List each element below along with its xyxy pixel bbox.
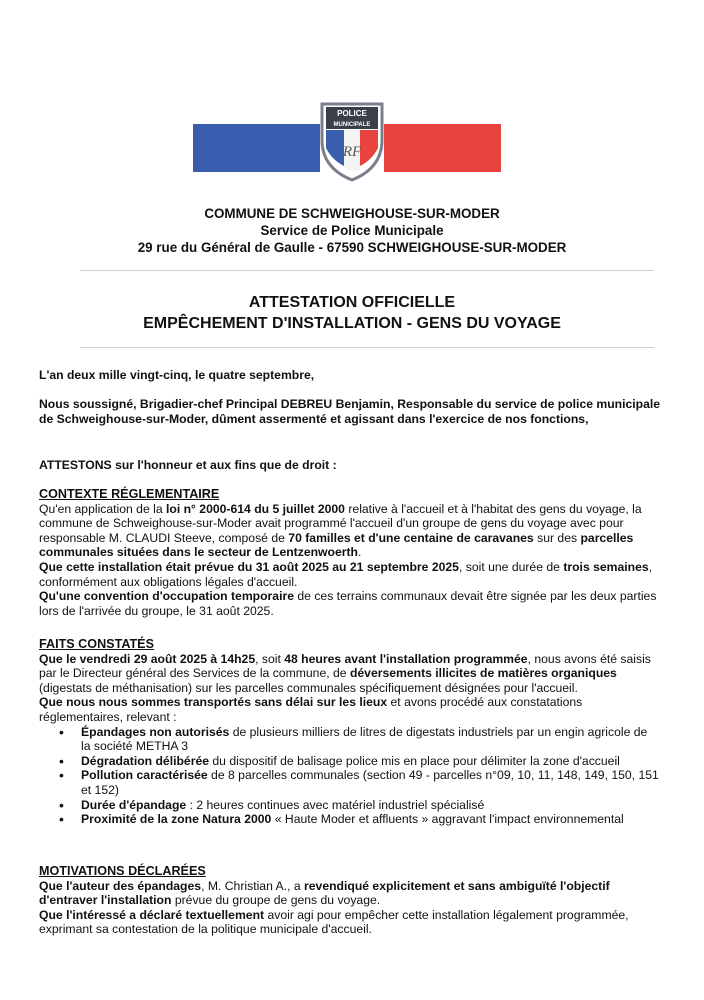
service-address: 29 rue du Général de Gaulle - 67590 SCHWEIGHOUSE-SUR-MODER xyxy=(137,240,567,255)
motivations-paragraph-2: Que l'intéressé a déclaré textuellement avoir agi pour empêcher cette installation légalement programmée, exprimant sa contestation de la politique municipale d'accueil. xyxy=(39,907,629,937)
motivations-heading: MOTIVATIONS DÉCLARÉES xyxy=(39,864,206,878)
faits-paragraph-2: Que nous nous sommes transportés sans délai sur les lieux et avons procédé aux constatations réglementaires, relevant : xyxy=(39,695,583,724)
title-line1: ATTESTATION OFFICIELLE xyxy=(248,294,456,311)
divider-title xyxy=(80,347,654,348)
commune-name: COMMUNE DE SCHWEIGHOUSE-SUR-MODER xyxy=(204,206,500,221)
letterhead xyxy=(0,205,704,256)
faits-heading: FAITS CONSTATÉS xyxy=(39,637,154,651)
faits-list xyxy=(39,725,659,827)
contexte-heading: CONTEXTE RÉGLEMENTAIRE xyxy=(39,487,220,501)
logo-line1: POLICE xyxy=(337,109,367,118)
section-contexte xyxy=(39,487,659,618)
tricolor-red-band xyxy=(384,124,501,172)
faits-paragraph-1: Que le vendredi 29 août 2025 à 14h25, soit 48 heures avant l'installation programmée, nous avons été saisis par le Directeur général des Services de la commune, de déversements illicites de matières organiques (digestats de méthanisation) sur les parcelles communales spécifiquement désignées pour l'accueil. xyxy=(39,651,651,695)
contexte-paragraph-1: Qu'en application de la loi n° 2000-614 du 5 juillet 2000 relative à l'accueil et à l'habitat des gens du voyage, la commune de Schweighouse-sur-Moder avait programmé l'accueil d'un groupe de gens du voyage avec pour responsable M. CLAUDI Steeve, composé de 70 familles et d'une centaine de caravanes sur des parcelles communales situées dans le secteur de Lentzenwoerth. xyxy=(39,501,642,560)
title-line2: EMPÊCHEMENT D'INSTALLATION - GENS DU VOYAGE xyxy=(143,315,561,332)
service-name: Service de Police Municipale xyxy=(260,223,444,238)
section-motivations xyxy=(39,864,659,937)
list-item: • Dégradation délibérée du dispositif de balisage police mis en place pour délimiter la zone d'accueil xyxy=(81,754,659,769)
list-item: • Durée d'épandage : 2 heures continues avec matériel industriel spécialisé xyxy=(81,798,659,813)
list-item: • Épandages non autorisés de plusieurs milliers de litres de digestats industriels par un engin agricole de la société METHA 3 xyxy=(81,725,659,754)
contexte-paragraph-2: Que cette installation était prévue du 31 août 2025 au 21 septembre 2025, soit une durée de trois semaines, conformément aux obligations légales d'accueil. xyxy=(39,559,653,589)
intro-soussigne: Nous soussigné, Brigadier-chef Principal DEBREU Benjamin, Responsable du service de police municipale de Schweighouse-sur-Moder, dûment assermenté et agissant dans l'exercice de nos fonctions, xyxy=(39,397,661,426)
document-title xyxy=(0,292,704,334)
logo-line2: MUNICIPALE xyxy=(333,122,371,128)
tricolor-blue-band xyxy=(193,124,320,172)
logo-monogram: RF xyxy=(342,144,362,160)
divider-top xyxy=(80,270,654,271)
list-item: • Pollution caractérisée de 8 parcelles communales (section 49 - parcelles n°09, 10, 11, 148, 149, 150, 151 et 152) xyxy=(81,768,659,797)
intro-date: L'an deux mille vingt-cinq, le quatre septembre, xyxy=(39,368,315,382)
contexte-paragraph-3: Qu'une convention d'occupation temporaire de ces terrains communaux devait être signée par les deux parties lors de l'arrivée du groupe, le 31 août 2025. xyxy=(39,589,657,618)
motivations-paragraph-1: Que l'auteur des épandages, M. Christian A., a revendiqué explicitement et sans ambiguïté l'objectif d'entraver l'installation prévue du groupe de gens du voyage. xyxy=(39,878,610,908)
police-municipale-logo xyxy=(318,100,386,182)
list-item: • Proximité de la zone Natura 2000 « Haute Moder et affluents » aggravant l'impact environnemental xyxy=(81,812,659,827)
intro-attestons: ATTESTONS sur l'honneur et aux fins que de droit : xyxy=(39,458,337,472)
section-faits xyxy=(39,637,659,827)
